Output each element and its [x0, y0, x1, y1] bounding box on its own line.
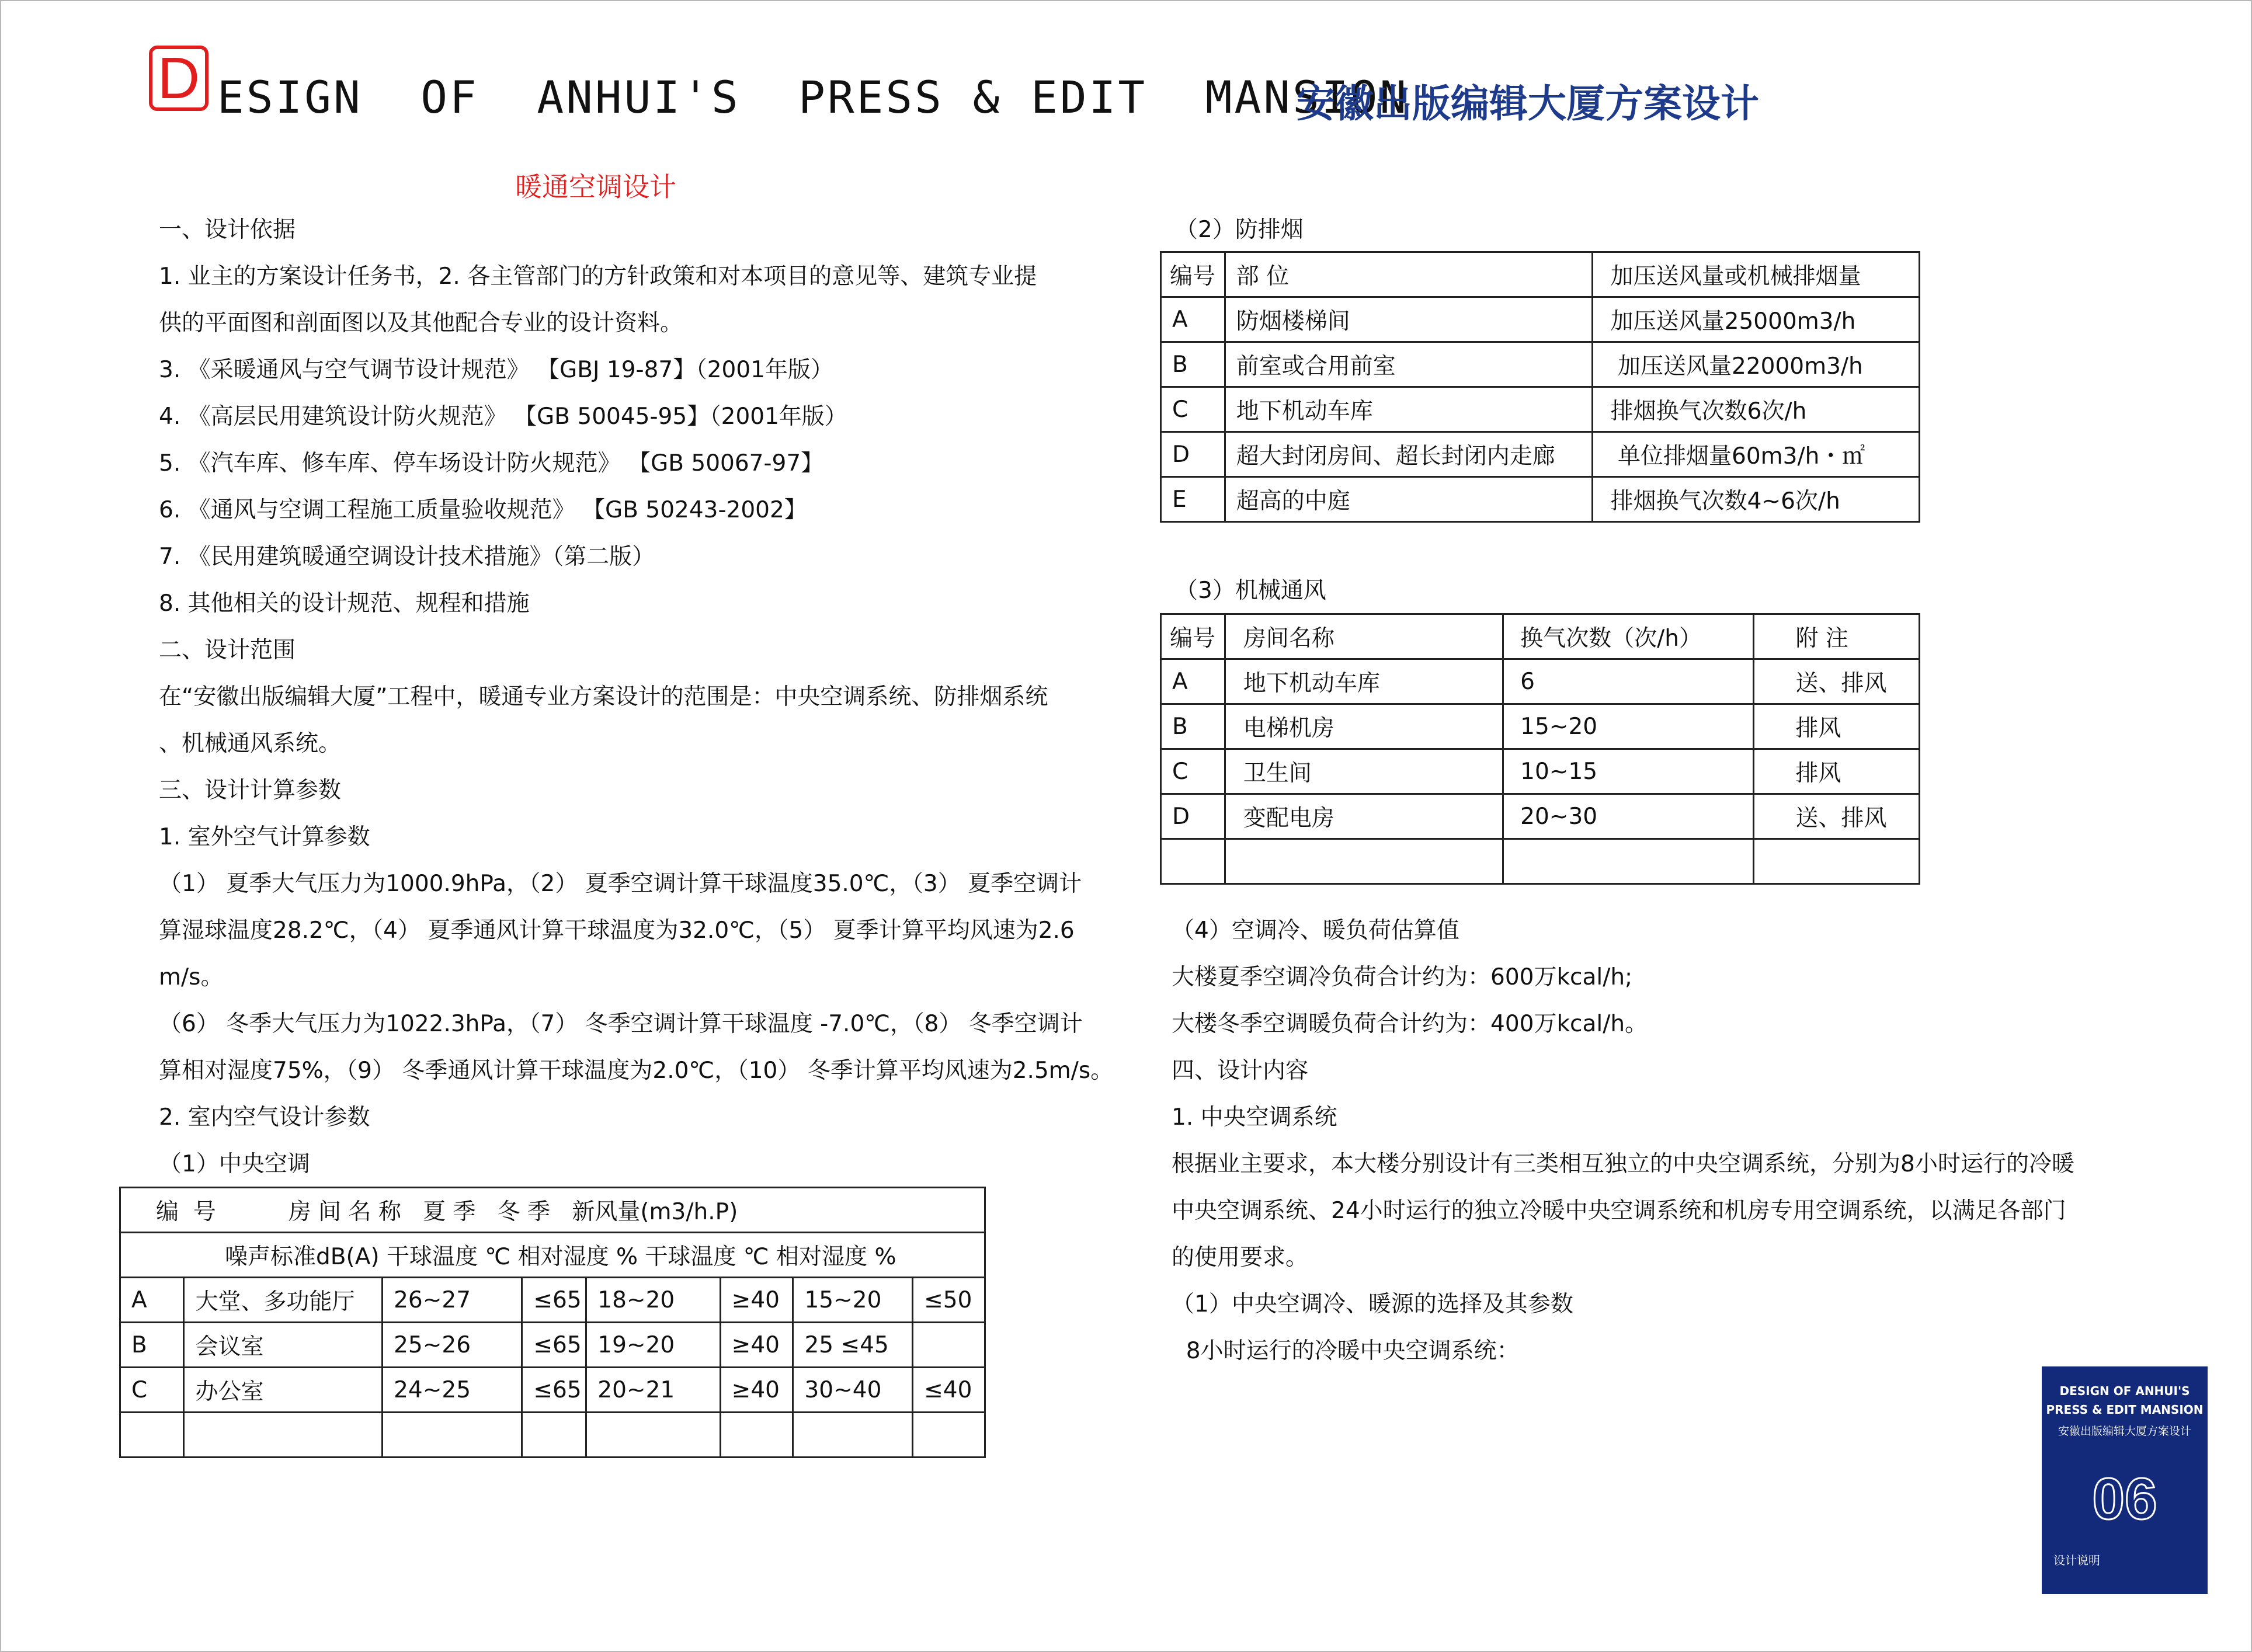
ac-table-header-2: 噪声标准dB(A) 干球温度 ℃ 相对湿度 % 干球温度 ℃ 相对湿度 %: [120, 1233, 985, 1278]
table-row: [1161, 614, 1920, 659]
table-cell: 排烟换气次数6次/h: [1592, 387, 1919, 432]
table-cell: 会议室: [184, 1323, 383, 1368]
right-line-7: 中央空调系统、24小时运行的独立冷暖中央空调系统和机房专用空调系统，以满足各部门: [1172, 1198, 2066, 1224]
table-cell: 办公室: [184, 1368, 383, 1413]
table-cell: 编号: [1161, 252, 1225, 297]
left-line-17: m/s。: [159, 964, 224, 990]
table-cell: ≥40: [720, 1278, 793, 1323]
table-cell: [913, 1413, 985, 1458]
right-line-8: 的使用要求。: [1172, 1244, 1309, 1271]
table-cell: 单位排烟量60m3/h・㎡: [1592, 432, 1919, 477]
right-line-9: （1）中央空调冷、暖源的选择及其参数: [1172, 1291, 1573, 1317]
header-title-en: ESIGN OF ANHUI'S PRESS & EDIT MANSION: [217, 71, 1409, 123]
table-row: [1161, 794, 1920, 839]
table-cell: A: [1161, 659, 1225, 704]
left-line-14: 1. 室外空气计算参数: [159, 824, 370, 850]
table-cell: [586, 1413, 720, 1458]
left-line-19: 算相对湿度75%，（9） 冬季通风计算干球温度为2.0℃，（10） 冬季计算平均风速为2.5m/s。: [159, 1058, 1114, 1084]
table-cell: [1161, 839, 1225, 884]
vent-title: （3）机械通风: [1175, 578, 1326, 604]
left-line-5: 4. 《高层民用建筑设计防火规范》 【GB 50045-95】（2001年版）: [159, 404, 847, 430]
table-cell: 超大封闭房间、超长封闭内走廊: [1225, 432, 1592, 477]
left-line-10: 二、设计范围: [159, 637, 296, 663]
left-line-12: 、机械通风系统。: [159, 731, 342, 757]
table-cell: [522, 1413, 586, 1458]
table-row: [120, 1323, 985, 1368]
table-row: [1161, 659, 1920, 704]
table-cell: 排风: [1754, 704, 1920, 749]
ac-table-header-row-1: [120, 1188, 985, 1233]
table-cell: 前室或合用前室: [1225, 342, 1592, 387]
table-cell: 加压送风量25000m3/h: [1592, 297, 1919, 342]
table-cell: [913, 1323, 985, 1368]
table-cell: 地下机动车库: [1225, 659, 1503, 704]
table-row: [1161, 252, 1920, 297]
table-cell: 送、排风: [1754, 794, 1920, 839]
table-cell: 部 位: [1225, 252, 1592, 297]
left-line-13: 三、设计计算参数: [159, 777, 342, 804]
header-title-cn: 安徽出版编辑大厦方案设计: [1297, 81, 1759, 126]
table-cell: ≤65: [522, 1278, 586, 1323]
left-line-2: 1. 业主的方案设计任务书，2. 各主管部门的方针政策和对本项目的意见等、建筑专业提: [159, 263, 1037, 290]
table-cell: B: [1161, 704, 1225, 749]
table-cell: 房间名称: [1225, 614, 1503, 659]
table-cell: 电梯机房: [1225, 704, 1503, 749]
table-cell: [120, 1413, 184, 1458]
table-cell: 大堂、多功能厅: [184, 1278, 383, 1323]
table-cell: 防烟楼梯间: [1225, 297, 1592, 342]
table-cell: 18~20: [586, 1278, 720, 1323]
left-line-11: 在“安徽出版编辑大厦”工程中，暖通专业方案设计的范围是：中央空调系统、防排烟系统: [159, 684, 1048, 710]
table-cell: A: [1161, 297, 1225, 342]
left-line-15: （1） 夏季大气压力为1000.9hPa，（2） 夏季空调计算干球温度35.0℃，（3） 夏季空调计: [159, 871, 1082, 897]
table-row: [1161, 749, 1920, 794]
left-line-3: 供的平面图和剖面图以及其他配合专业的设计资料。: [159, 310, 683, 336]
smoke-title: （2）防排烟: [1175, 217, 1304, 243]
badge-en-title: [2042, 1382, 2208, 1419]
table-cell: 25 ≤45: [793, 1323, 913, 1368]
table-cell: 排风: [1754, 749, 1920, 794]
table-cell: 编号: [1161, 614, 1225, 659]
table-cell: 换气次数（次/h）: [1503, 614, 1754, 659]
table-cell: 附 注: [1754, 614, 1920, 659]
table-cell: 25~26: [383, 1323, 522, 1368]
table-cell: 19~20: [586, 1323, 720, 1368]
left-line-20: 2. 室内空气设计参数: [159, 1104, 370, 1131]
table-cell: [1754, 839, 1920, 884]
table-row: [1161, 342, 1920, 387]
right-line-2: 大楼夏季空调冷负荷合计约为：600万kcal/h;: [1172, 964, 1633, 990]
table-row: [1161, 297, 1920, 342]
table-cell: B: [1161, 342, 1225, 387]
page-badge: [2042, 1366, 2208, 1594]
right-line-5: 1. 中央空调系统: [1172, 1104, 1337, 1131]
right-line-4: 四、设计内容: [1172, 1058, 1309, 1084]
table-cell: D: [1161, 794, 1225, 839]
table-cell: [793, 1413, 913, 1458]
table-cell: 24~25: [383, 1368, 522, 1413]
badge-en-line-1: DESIGN OF ANHUI'S: [2059, 1384, 2190, 1398]
badge-cn-title: 安徽出版编辑大厦方案设计: [2058, 1425, 2191, 1438]
ventilation-table: [1160, 613, 1920, 885]
table-row: [1161, 839, 1920, 884]
table-cell: A: [120, 1278, 184, 1323]
table-cell: 10~15: [1503, 749, 1754, 794]
table-cell: C: [1161, 387, 1225, 432]
right-line-6: 根据业主要求，本大楼分别设计有三类相互独立的中央空调系统，分别为8小时运行的冷暖: [1172, 1151, 2074, 1177]
table-row: [1161, 432, 1920, 477]
table-cell: B: [120, 1323, 184, 1368]
left-line-8: 7. 《民用建筑暖通空调设计技术措施》（第二版）: [159, 544, 655, 570]
table-cell: 变配电房: [1225, 794, 1503, 839]
logo-letter-d: D: [149, 46, 208, 111]
smoke-control-table: [1160, 251, 1920, 523]
table-cell: C: [120, 1368, 184, 1413]
table-cell: ≤65: [522, 1323, 586, 1368]
ac-table-header-row-2: [120, 1233, 985, 1278]
table-cell: ≥40: [720, 1368, 793, 1413]
left-line-6: 5. 《汽车库、修车库、停车场设计防火规范》 【GB 50067-97】: [159, 450, 824, 477]
table-row: [1161, 704, 1920, 749]
table-cell: E: [1161, 477, 1225, 522]
table-row: [1161, 477, 1920, 522]
table-cell: 15~20: [1503, 704, 1754, 749]
table-cell: [720, 1413, 793, 1458]
table-row: [120, 1278, 985, 1323]
table-cell: C: [1161, 749, 1225, 794]
table-cell: 送、排风: [1754, 659, 1920, 704]
table-cell: 20~21: [586, 1368, 720, 1413]
table-cell: 超高的中庭: [1225, 477, 1592, 522]
table-cell: [383, 1413, 522, 1458]
table-cell: [1225, 839, 1503, 884]
table-row: [1161, 387, 1920, 432]
table-row: [120, 1368, 985, 1413]
left-line-18: （6） 冬季大气压力为1022.3hPa，（7） 冬季空调计算干球温度 -7.0℃，（8） 冬季空调计: [159, 1011, 1083, 1037]
table-cell: 20~30: [1503, 794, 1754, 839]
table-cell: ≤65: [522, 1368, 586, 1413]
table-cell: 地下机动车库: [1225, 387, 1592, 432]
left-line-7: 6. 《通风与空调工程施工质量验收规范》 【GB 50243-2002】: [159, 497, 807, 523]
table-cell: 加压送风量或机械排烟量: [1592, 252, 1919, 297]
left-line-4: 3. 《采暖通风与空气调节设计规范》 【GBJ 19-87】（2001年版）: [159, 357, 833, 383]
left-line-16: 算湿球温度28.2℃，（4） 夏季通风计算干球温度为32.0℃，（5） 夏季计算平均风速为2.6: [159, 917, 1075, 944]
table-cell: 6: [1503, 659, 1754, 704]
table-cell: ≤40: [913, 1368, 985, 1413]
page-number: 06: [2092, 1466, 2157, 1532]
badge-caption: 设计说明: [2053, 1553, 2100, 1567]
table-row: [120, 1413, 985, 1458]
left-line-21: （1）中央空调: [159, 1151, 310, 1177]
table-cell: 排烟换气次数4~6次/h: [1592, 477, 1919, 522]
table-cell: 卫生间: [1225, 749, 1503, 794]
right-line-1: （4）空调冷、暖负荷估算值: [1172, 917, 1459, 944]
table-cell: 30~40: [793, 1368, 913, 1413]
left-line-9: 8. 其他相关的设计规范、规程和措施: [159, 590, 530, 617]
table-cell: [184, 1413, 383, 1458]
badge-en-line-2: PRESS & EDIT MANSION: [2046, 1403, 2204, 1417]
table-cell: ≤50: [913, 1278, 985, 1323]
table-cell: 26~27: [383, 1278, 522, 1323]
table-cell: [1503, 839, 1754, 884]
table-cell: ≥40: [720, 1323, 793, 1368]
table-cell: 15~20: [793, 1278, 913, 1323]
ac-params-table: [119, 1187, 986, 1458]
table-cell: 加压送风量22000m3/h: [1592, 342, 1919, 387]
ac-table-header-1: 编 号 房 间 名 称 夏 季 冬 季 新风量(m3/h.P): [120, 1188, 985, 1233]
right-line-3: 大楼冬季空调暖负荷合计约为：400万kcal/h。: [1172, 1011, 1648, 1037]
right-line-10: 8小时运行的冷暖中央空调系统：: [1172, 1338, 1520, 1364]
table-cell: D: [1161, 432, 1225, 477]
section-title: 暖通空调设计: [515, 171, 676, 203]
left-line-1: 一、设计依据: [159, 217, 296, 243]
